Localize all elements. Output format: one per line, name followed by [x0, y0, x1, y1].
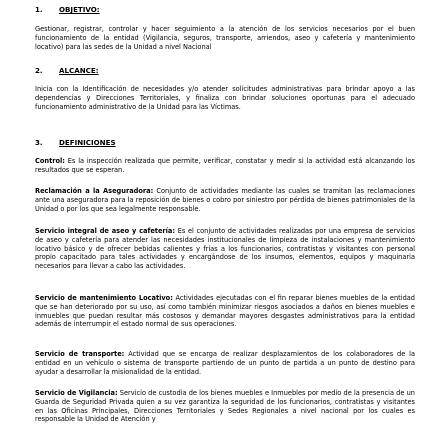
- definition-term: Servicio integral de aseo y cafetería:: [35, 227, 176, 235]
- definition-text: Servicio de custodia de los bienes muebles e Inmuebles por medio de la presencia de un Guarda de Seguridad Privada quien a su vez garantiza la seguridad de los funcionarios, contratistas y visitantes en las Oficinas Principales, Direcciones Territoriales y Sedes Regionales a nivel nacional por los cuales es responsable la Unidad de Atención y: [35, 389, 415, 424]
- section-title: OBJETIVO:: [59, 5, 100, 14]
- definition-text: Actividades ejecutadas con el fin reparar bienes muebles de la entidad que se han deteriorado por su uso, así como también minimizar riesgos asociados a daños en bienes muebles e inmuebles que puedan resultar más costosos y demandar mayores desgastes administrativos para la entidad además de interrumpir el estado normal de sus operaciones.: [35, 294, 415, 329]
- section-number: 1.: [35, 5, 43, 14]
- definition-term: Servicio de Vigilancia:: [35, 389, 118, 397]
- definition-term: Servicio de mantenimiento Locativo:: [35, 294, 173, 302]
- definition-term: Reclamación a la Aseguradora:: [35, 187, 154, 195]
- section-number: 2.: [35, 66, 43, 75]
- section-title: ALCANCE:: [59, 66, 99, 75]
- definition-text: Es el conjunto de actividades realizadas por una empresa de servicios de aseo y cafetería para atender las necesidades institucionales de limpieza de instalaciones y mantenimiento locativo básico y de ofrecer bebidas calientes y frías a los funcionarios, contratistas y visitantes con personal propio capacitado para tales actividades y encargándose de los insumos, elementos, equipos y maquinaria necesarios para llevar a cabo las actividades.: [35, 227, 415, 271]
- definition-mantenimiento-locativo: [35, 294, 415, 329]
- definition-aseo-cafeteria: [35, 227, 415, 271]
- definition-transporte: [35, 350, 415, 376]
- alcance-text: Inicia con la Identificación de necesidades y/o atender solicitudes administrativas para brindar apoyo a las dependencias y Direcciones Territoriales, y finaliza con brindar soluciones oportunas para el adecuado funcionamiento administrativo de la Unidad para las Víctimas.: [35, 85, 415, 111]
- definition-control: [35, 157, 415, 175]
- objetivo-text: Gestionar, registrar, controlar y hacer seguimiento a la atención de los servicios necesarios por el buen funcionamiento de la entidad (Vigilancia, seguros, transporte, arriendos, aseo y cafetería y mantenimiento locativo) para las sedes de la Unidad a nivel Nacional: [35, 25, 415, 51]
- definition-reclamacion: [35, 187, 415, 213]
- definition-term: Control:: [35, 157, 65, 165]
- definition-term: Servicio de transporte:: [35, 350, 125, 358]
- definition-vigilancia: [35, 389, 415, 424]
- definition-text: Conjunto de actividades mediante las cuales se tramitan las reclamaciones ante una aseguradora para la reposición de bienes o cobro por siniestro por pérdida de bienes patrimoniales de la Unidad o por los que sea legalmente responsable.: [35, 187, 415, 213]
- definition-text: Es la inspección realizada que permite, verificar, constatar y medir si la actividad está alcanzando los resultados que se esperan.: [35, 157, 415, 174]
- section-title: DEFINICIONES: [59, 138, 116, 147]
- definition-text: Actividad que se encarga de realizar desplazamientos de los colaboradores de la entidad en un vehículo o sistema de transporte partiendo de un punto de partida a un punto de destino para ayudar a desarrollar la misionalidad de la entidad.: [35, 350, 415, 376]
- section-number: 3.: [35, 138, 43, 147]
